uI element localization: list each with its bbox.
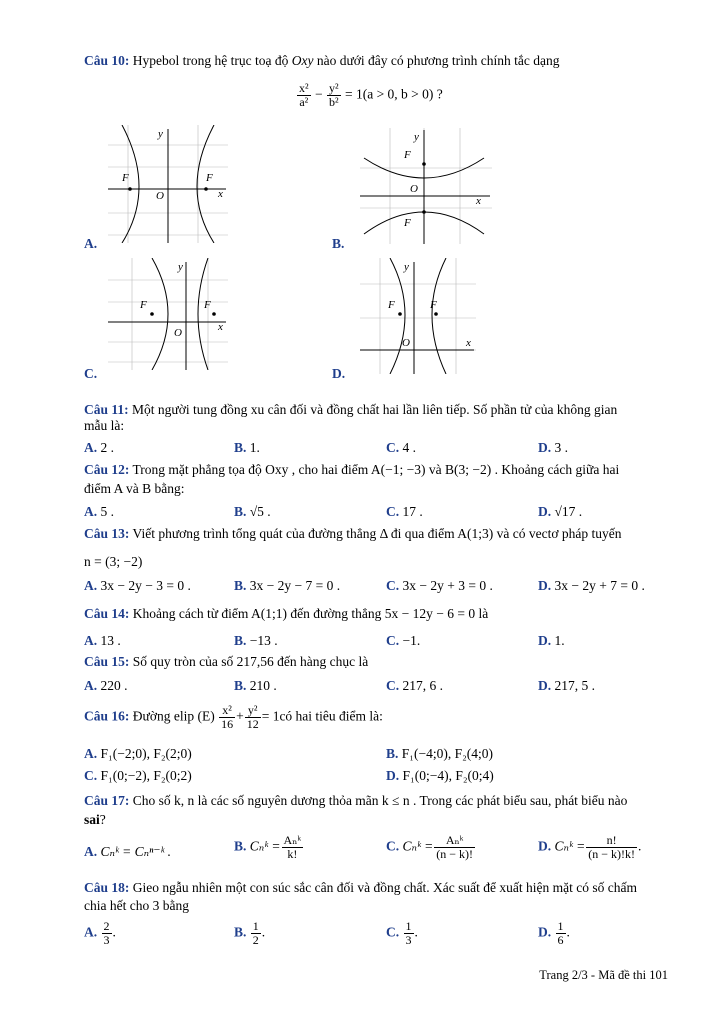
option-label: B. (234, 633, 247, 648)
q12-option-c[interactable] (386, 504, 423, 520)
option-label: B. (234, 838, 247, 854)
q18-option-d[interactable]: D. $\frac{1}{6}$ . (538, 919, 570, 947)
option-text: −1. (402, 633, 421, 648)
option-frac (434, 834, 475, 861)
q18-stem (84, 880, 637, 896)
q15-text-1: Số quy tròn của số 217,56 đến hàng chục là (132, 654, 369, 669)
q12-text-1: Trong mặt phẳng tọa độ Oxy , cho hai điểm A(−1; −3) và B(3; −2) . Khoảng cách giữa hai (132, 462, 620, 477)
option-label: B. (234, 924, 247, 940)
q14-option-b[interactable] (234, 633, 278, 649)
q10-b-y: y (414, 131, 419, 143)
q10-frac-x-num: x² (299, 81, 309, 95)
q11-text-1: Một người tung đồng xu cân đối và đồng chất hai lần liên tiếp. Số phần tử của không gian (132, 402, 618, 417)
q14-option-a[interactable] (84, 633, 121, 649)
q10-label: Câu 10: (84, 53, 130, 68)
q10-text-b: nào dưới đây có phương trình chính tắc dạng (316, 53, 560, 68)
option-text: F₁(−4;0), F₂(4;0) (401, 746, 494, 761)
q10-frac-x (297, 82, 311, 109)
q13-option-b[interactable] (234, 578, 340, 594)
frac-den: (n − k)!k! (588, 847, 636, 861)
q10-c-x: x (218, 321, 223, 333)
option-tail: . (638, 838, 642, 854)
q16-frac-x-den: 16 (221, 717, 234, 731)
q16-option-d[interactable] (386, 768, 494, 784)
q10-option-b-label: B. (332, 236, 345, 251)
q10-graph-a (108, 125, 228, 243)
option-label: A. (84, 844, 98, 859)
frac-den: (n − k)! (436, 847, 474, 861)
q16-frac-x (219, 704, 235, 731)
option-text: 3 . (554, 440, 568, 455)
q10-oxy: Oxy (291, 53, 314, 68)
option-text: −13 . (249, 633, 278, 648)
q13-text-2: n = (3; −2) (84, 554, 143, 569)
option-text: 210 . (249, 678, 277, 693)
q10-formula (296, 82, 443, 109)
q18-text-2: chia hết cho 3 bằng (84, 898, 189, 913)
q13-option-d[interactable] (538, 578, 645, 594)
q13-option-c[interactable] (386, 578, 493, 594)
frac-num: 1 (252, 919, 259, 933)
q14-option-c[interactable] (386, 633, 420, 649)
option-text: 1. (554, 633, 565, 648)
frac-den: 2 (252, 933, 259, 947)
q13-text-1: Viết phương trình tổng quát của đường thẳng Δ đi qua điểm A(1;3) và có vectơ pháp tuyến (132, 526, 622, 541)
q10-c-f1: F (140, 299, 147, 311)
q16-stem: Câu 16: Đường elip (E) $\frac{\text{x²}}{16}$ + $\frac{\text{y²}}{12}$ = 1có hai tiêu điểm là: (84, 703, 383, 731)
q17-line-2 (84, 812, 106, 828)
q10-c-y: y (178, 261, 183, 273)
q18-option-b[interactable]: B. $\frac{1}{2}$ . (234, 919, 266, 947)
option-label: D. (538, 633, 552, 648)
q10-stem (84, 53, 559, 69)
q11-option-d[interactable] (538, 440, 568, 456)
q10-d-x: x (466, 337, 471, 349)
option-text: 217, 6 . (402, 678, 443, 693)
q10-frac-y-den: b² (328, 95, 339, 109)
frac-num: Aₙᵏ (283, 833, 302, 847)
q17-option-c[interactable] (386, 834, 476, 861)
q10-b-origin: O (410, 183, 418, 195)
option-text: Cₙᵏ = Cₙⁿ⁻ᵏ . (100, 844, 172, 859)
option-text: 3x − 2y − 7 = 0 . (249, 578, 341, 593)
q11-option-c[interactable] (386, 440, 416, 456)
q17-text-1: Cho số k, n là các số nguyên dương thỏa mãn k ≤ n . Trong các phát biểu sau, phát biểu nào (132, 793, 628, 808)
q16-label: Câu 16: (84, 708, 130, 724)
option-label: D. (538, 440, 552, 455)
q11-label: Câu 11: (84, 402, 129, 417)
option-label: A. (84, 578, 98, 593)
q17-option-a[interactable] (84, 844, 171, 860)
option-text: F₁(−2;0), F₂(2;0) (100, 746, 192, 761)
option-label: B. (234, 678, 247, 693)
q18-option-a[interactable]: A. $\frac{2}{3}$ . (84, 919, 116, 947)
q11-option-a[interactable] (84, 440, 114, 456)
q12-option-d[interactable] (538, 504, 582, 520)
option-label: A. (84, 633, 98, 648)
q16-frac-y-den: 12 (246, 717, 259, 731)
q10-d-f2: F (430, 299, 437, 311)
frac-num: n! (586, 834, 637, 848)
q15-stem (84, 654, 368, 670)
option-lhs: Cₙᵏ = (402, 838, 434, 854)
q10-option-a-label: A. (84, 236, 98, 251)
option-label: D. (538, 678, 552, 693)
option-label: B. (234, 504, 247, 519)
option-text: 13 . (100, 633, 121, 648)
option-frac (282, 834, 304, 861)
q16-frac-x-num: x² (219, 704, 235, 718)
q12-stem (84, 462, 619, 478)
q12-label: Câu 12: (84, 462, 130, 477)
page-footer: Trang 2/3 - Mã đề thi 101 (539, 968, 668, 982)
option-label: B. (234, 440, 247, 455)
option-frac (251, 920, 261, 947)
option-text: 217, 5 . (554, 678, 595, 693)
frac-num: 1 (405, 919, 412, 933)
q16-option-c[interactable] (84, 768, 192, 784)
option-label: C. (84, 768, 98, 783)
option-text: √5 . (249, 504, 271, 519)
option-label: B. (234, 578, 247, 593)
q10-graph-b (360, 128, 492, 244)
q18-label: Câu 18: (84, 880, 130, 895)
minus-sign: − (314, 86, 323, 102)
option-label: D. (538, 504, 552, 519)
option-text: F₁(0;−2), F₂(0;2) (100, 768, 192, 783)
option-text: 17 . (402, 504, 423, 519)
q17-option-d[interactable] (538, 834, 641, 861)
frac-den: 3 (103, 933, 110, 947)
frac-den: k! (287, 847, 298, 861)
q10-a-y: y (158, 128, 163, 140)
option-text: 220 . (100, 678, 128, 693)
q16-option-a[interactable] (84, 746, 192, 762)
q13-option-a[interactable] (84, 578, 191, 594)
option-text: 3x − 2y + 7 = 0 . (554, 578, 645, 593)
q15-option-b[interactable] (234, 678, 277, 694)
q17-option-b[interactable] (234, 834, 304, 861)
q13-label: Câu 13: (84, 526, 130, 541)
option-label: A. (84, 746, 98, 761)
q14-text-1: Khoảng cách từ điểm A(1;1) đến đường thẳng 5x − 12y − 6 = 0 là (132, 606, 489, 621)
q18-text-1: Gieo ngẫu nhiên một con súc sắc cân đối và đồng chất. Xác suất để xuất hiện mặt có số chấm (132, 880, 637, 895)
option-label: C. (386, 633, 400, 648)
q15-option-a[interactable] (84, 678, 128, 694)
q11-stem (84, 402, 617, 418)
option-label: A. (84, 440, 98, 455)
option-text: F₁(0;−4), F₂(0;4) (402, 768, 494, 783)
q14-option-d[interactable] (538, 633, 565, 649)
q17-text-3: ? (99, 812, 106, 827)
q10-a-f1: F (122, 172, 129, 184)
q18-option-c[interactable]: C. $\frac{1}{3}$ . (386, 919, 418, 947)
option-text: √17 . (554, 504, 583, 519)
option-text: 3x − 2y − 3 = 0 . (100, 578, 191, 593)
option-frac (586, 834, 637, 861)
option-label: C. (386, 440, 400, 455)
option-frac (102, 920, 112, 947)
option-label: C. (386, 924, 400, 940)
option-label: B. (386, 746, 399, 761)
q14-stem (84, 606, 488, 622)
q14-label: Câu 14: (84, 606, 130, 621)
q17-label: Câu 17: (84, 793, 130, 808)
q10-option-d-label: D. (332, 366, 346, 381)
option-frac (404, 920, 414, 947)
option-label: A. (84, 678, 98, 693)
q10-frac-y-num: y² (328, 81, 339, 95)
option-label: C. (386, 678, 400, 693)
q10-b-f1: F (404, 149, 411, 161)
q12-text-2: điểm A và B bằng: (84, 481, 185, 496)
option-label: C. (386, 838, 400, 854)
option-label: A. (84, 504, 98, 519)
q10-option-c-label: C. (84, 366, 98, 381)
q10-frac-x-den: a² (299, 95, 309, 109)
q15-option-d[interactable] (538, 678, 595, 694)
q12-option-b[interactable] (234, 504, 271, 520)
option-lhs: Cₙᵏ = (554, 838, 586, 854)
q10-c-origin: O (174, 327, 182, 339)
q16-option-b[interactable] (386, 746, 493, 762)
option-lhs: Cₙᵏ = (249, 838, 281, 854)
q10-b-x: x (476, 195, 481, 207)
q10-d-y: y (404, 261, 409, 273)
frac-num: Aₙᵏ (434, 834, 475, 848)
frac-den: 3 (405, 933, 412, 947)
option-text: 2 . (100, 440, 114, 455)
q10-a-x: x (218, 188, 223, 200)
frac-num: 1 (557, 919, 564, 933)
q16-text-b: = 1có hai tiêu điểm là: (261, 708, 383, 724)
option-text: 4 . (402, 440, 416, 455)
q10-text-a: Hypebol trong hệ trục toạ độ (132, 53, 289, 68)
option-label: C. (386, 578, 400, 593)
option-text: 3x − 2y + 3 = 0 . (402, 578, 493, 593)
q10-frac-y (327, 82, 341, 109)
option-label: D. (538, 578, 552, 593)
option-label: D. (538, 924, 552, 940)
q12-option-a[interactable] (84, 504, 114, 520)
q10-d-origin: O (402, 337, 410, 349)
option-label: D. (386, 768, 400, 783)
q11-option-b[interactable] (234, 440, 260, 456)
q16-frac-y-num: y² (245, 704, 261, 718)
option-text: 5 . (100, 504, 114, 519)
q16-text-a: Đường elip (E) (132, 708, 215, 724)
option-frac (556, 920, 566, 947)
q11-text-2: mẫu là: (84, 418, 125, 433)
q16-frac-y (245, 704, 261, 731)
q17-stem (84, 793, 627, 809)
q13-stem (84, 526, 621, 542)
q15-option-c[interactable] (386, 678, 443, 694)
option-label: D. (538, 838, 552, 854)
q10-d-f1: F (388, 299, 395, 311)
q10-a-origin: O (156, 190, 164, 202)
option-label: C. (386, 504, 400, 519)
option-text: 1. (249, 440, 260, 455)
frac-den: 6 (557, 933, 564, 947)
q10-a-f2: F (206, 172, 213, 184)
q10-formula-rest: = 1(a > 0, b > 0) ? (344, 86, 443, 102)
option-label: A. (84, 924, 98, 940)
q10-graph-c (108, 258, 228, 370)
q15-label: Câu 15: (84, 654, 130, 669)
q10-b-f2: F (404, 217, 411, 229)
q10-c-f2: F (204, 299, 211, 311)
frac-num: 2 (103, 919, 110, 933)
q17-sai: sai (84, 812, 100, 827)
q10-graph-d (360, 258, 476, 374)
